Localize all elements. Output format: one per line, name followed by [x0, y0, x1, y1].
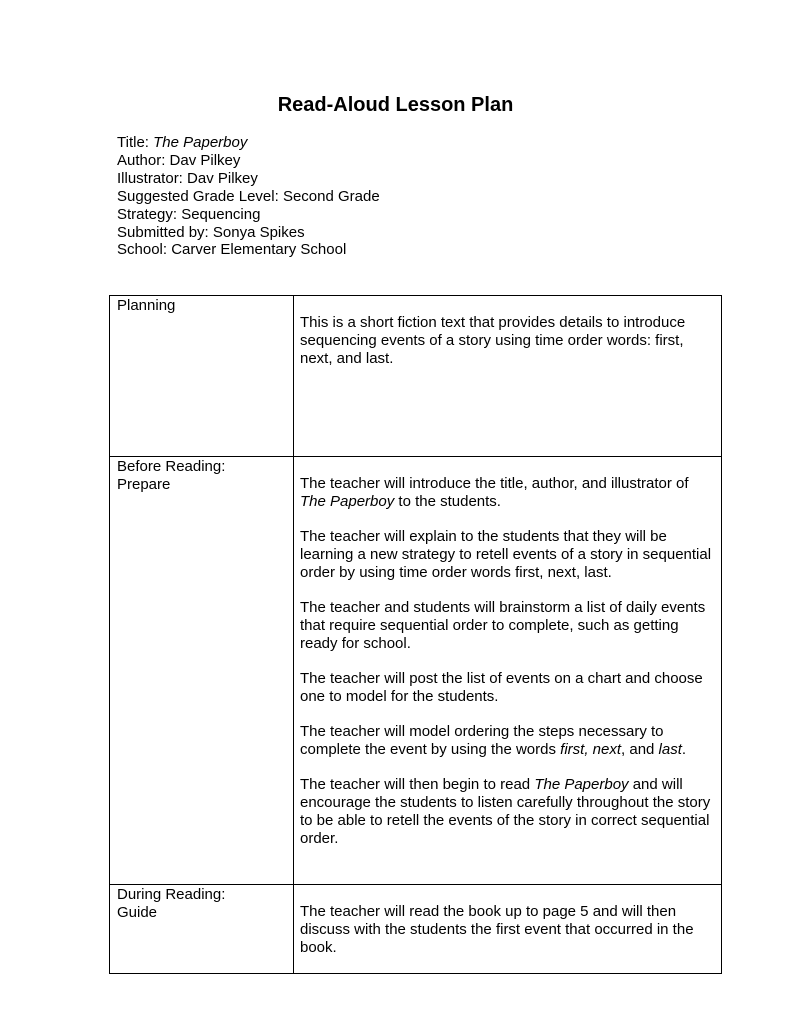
meta-school: School: Carver Elementary School	[117, 241, 347, 259]
meta-title-value: The Paperboy	[153, 134, 248, 151]
before-reading-paragraph-1	[300, 475, 713, 511]
table-row-during-reading	[110, 885, 722, 974]
meta-grade-level: Suggested Grade Level: Second Grade	[117, 187, 380, 205]
meta-submitted-by: Submitted by: Sonya Spikes	[117, 223, 305, 241]
planning-label: Planning	[117, 297, 176, 314]
planning-label-cell	[110, 296, 294, 457]
bp1-text-b: to the students.	[394, 493, 501, 510]
meta-title-label: Title:	[117, 134, 154, 151]
bp1-text-a: The teacher will introduce the title, author, and illustrator of	[300, 475, 689, 492]
lesson-plan-table	[109, 295, 722, 974]
before-reading-paragraph-2: The teacher will explain to the students that they will be learning a new strategy to retell events of a story in sequential order by using time order words first, next, last.	[300, 528, 712, 581]
before-reading-paragraph-4: The teacher will post the list of events on a chart and choose one to model for the students.	[300, 670, 703, 705]
meta-illustrator: Illustrator: Dav Pilkey	[117, 169, 258, 187]
planning-text: This is a short fiction text that provides details to introduce sequencing events of a story using time order words: first, next, and last.	[300, 314, 686, 367]
page-title: Read-Aloud Lesson Plan	[277, 94, 514, 116]
meta-author: Author: Dav Pilkey	[117, 151, 241, 169]
bp5-text-c: .	[681, 741, 687, 758]
lesson-metadata	[117, 134, 380, 259]
bp6-book-title: The Paperboy	[534, 776, 629, 793]
meta-title	[117, 134, 380, 152]
bp6-text-a: The teacher will then begin to read	[300, 776, 535, 793]
during-reading-label-cell	[110, 885, 294, 974]
before-reading-paragraph-6	[300, 776, 713, 848]
before-reading-paragraph-5	[300, 723, 713, 759]
during-reading-label-line2: Guide	[117, 904, 158, 921]
during-reading-content-cell	[294, 885, 722, 974]
bp5-text-a: The teacher will model ordering the steps necessary to complete the event by using the words	[300, 723, 664, 758]
bp6-text-b: and will encourage the students to listen carefully throughout the story to be able to retell the events of the story in correct sequential order.	[300, 776, 711, 847]
before-reading-label-cell	[110, 457, 294, 885]
table-row-before-reading	[110, 457, 722, 885]
table-row-planning	[110, 296, 722, 457]
during-reading-label-line1: During Reading:	[117, 886, 226, 903]
meta-strategy: Strategy: Sequencing	[117, 205, 261, 223]
bp5-italic-b: last	[658, 741, 682, 758]
bp1-book-title: The Paperboy	[300, 493, 395, 510]
before-reading-paragraph-3: The teacher and students will brainstorm a list of daily events that require sequential order to complete, such as getting ready for school.	[300, 599, 706, 652]
bp5-text-b: , and	[621, 741, 659, 758]
bp5-italic-a: first, next	[560, 741, 622, 758]
before-reading-content-cell	[294, 457, 722, 885]
during-reading-text: The teacher will read the book up to page 5 and will then discuss with the students the first event that occurred in the book.	[300, 903, 694, 956]
before-reading-label-line1: Before Reading:	[117, 458, 226, 475]
before-reading-label-line2: Prepare	[117, 476, 171, 493]
planning-content-cell	[294, 296, 722, 457]
